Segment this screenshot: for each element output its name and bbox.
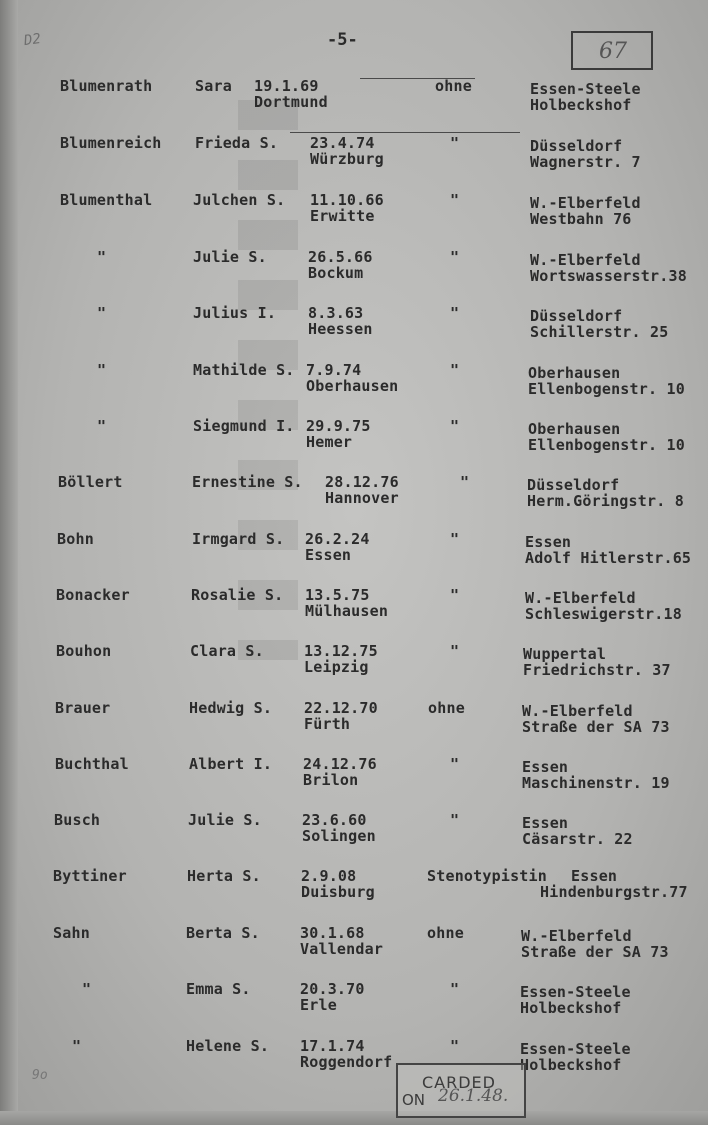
row-birth-place: Roggendorf xyxy=(300,1053,393,1071)
row-city: Wuppertal xyxy=(523,645,607,663)
row-street: Westbahn 76 xyxy=(530,210,632,228)
row-street: Holbeckshof xyxy=(530,96,632,114)
row-birth-date: 2.9.08 xyxy=(301,867,357,885)
row-birth-place: Erle xyxy=(300,996,337,1014)
row-city: W.-Elberfeld xyxy=(525,589,636,607)
row-occupation: ohne xyxy=(435,77,472,95)
row-surname: " xyxy=(97,361,107,379)
row-birth-date: 26.5.66 xyxy=(308,248,373,266)
row-occupation: " xyxy=(460,473,470,491)
row-street: Schleswigerstr.18 xyxy=(525,605,682,623)
row-given-name: Emma S. xyxy=(186,980,251,998)
row-occupation: " xyxy=(450,642,460,660)
row-occupation: " xyxy=(450,586,460,604)
row-given-name: Frieda S. xyxy=(195,134,279,152)
row-street: Straße der SA 73 xyxy=(521,943,669,961)
row-occupation: " xyxy=(450,191,460,209)
row-given-name: Helene S. xyxy=(186,1037,270,1055)
row-birth-place: Leipzig xyxy=(304,658,369,676)
row-birth-date: 29.9.75 xyxy=(306,417,371,435)
row-birth-place: Fürth xyxy=(304,715,351,733)
row-birth-place: Solingen xyxy=(302,827,376,845)
row-birth-date: 19.1.69 xyxy=(254,77,319,95)
row-occupation: " xyxy=(450,361,460,379)
row-surname: Brauer xyxy=(55,699,111,717)
row-surname: " xyxy=(97,248,107,266)
row-birth-place: Bockum xyxy=(308,264,364,282)
row-given-name: Berta S. xyxy=(186,924,260,942)
row-occupation: " xyxy=(450,980,460,998)
row-city: Essen xyxy=(571,867,618,885)
row-surname: " xyxy=(72,1037,82,1055)
row-occupation: Stenotypistin xyxy=(427,867,547,885)
row-surname: Blumenrath xyxy=(60,77,153,95)
row-city: W.-Elberfeld xyxy=(522,702,633,720)
row-given-name: Albert I. xyxy=(189,755,273,773)
row-surname: Byttiner xyxy=(53,867,127,885)
row-given-name: Julie S. xyxy=(193,248,267,266)
row-city: Essen xyxy=(525,533,572,551)
row-given-name: Julius I. xyxy=(193,304,277,322)
row-birth-place: Essen xyxy=(305,546,352,564)
row-occupation: " xyxy=(450,417,460,435)
row-birth-date: 20.3.70 xyxy=(300,980,365,998)
row-city: Düsseldorf xyxy=(527,476,620,494)
row-surname: " xyxy=(97,417,107,435)
row-occupation: ohne xyxy=(428,699,465,717)
row-given-name: Siegmund I. xyxy=(193,417,295,435)
row-given-name: Ernestine S. xyxy=(192,473,303,491)
row-birth-place: Erwitte xyxy=(310,207,375,225)
row-street: Wagnerstr. 7 xyxy=(530,153,641,171)
row-street: Adolf Hitlerstr.65 xyxy=(525,549,692,567)
row-birth-date: 23.6.60 xyxy=(302,811,367,829)
row-city: W.-Elberfeld xyxy=(521,927,632,945)
row-city: Essen-Steele xyxy=(520,1040,631,1058)
row-occupation: " xyxy=(450,248,460,266)
row-city: W.-Elberfeld xyxy=(530,251,641,269)
row-surname: " xyxy=(97,304,107,322)
row-given-name: Clara S. xyxy=(190,642,264,660)
row-surname: Busch xyxy=(54,811,101,829)
row-street: Maschinenstr. 19 xyxy=(522,774,670,792)
faint-watermark xyxy=(238,100,298,660)
page-bottom-edge xyxy=(0,1111,708,1125)
row-birth-date: 23.4.74 xyxy=(310,134,375,152)
row-city: Essen xyxy=(522,814,569,832)
row-birth-date: 24.12.76 xyxy=(303,755,377,773)
corner-handwritten-mark: D2 xyxy=(22,30,42,50)
row-birth-place: Vallendar xyxy=(300,940,384,958)
row-city: Düsseldorf xyxy=(530,307,623,325)
row-birth-date: 28.12.76 xyxy=(325,473,399,491)
row-city: Essen xyxy=(522,758,569,776)
row-birth-place: Duisburg xyxy=(301,883,375,901)
row-surname: Bohn xyxy=(57,530,94,548)
stamp-carded-text: CARDED xyxy=(422,1073,496,1092)
row-birth-date: 8.3.63 xyxy=(308,304,364,322)
row-occupation: " xyxy=(450,530,460,548)
row-given-name: Sara xyxy=(195,77,232,95)
row-street: Hindenburgstr.77 xyxy=(540,883,688,901)
row-birth-date: 11.10.66 xyxy=(310,191,384,209)
row-birth-date: 26.2.24 xyxy=(305,530,370,548)
row-occupation: " xyxy=(450,304,460,322)
row-occupation: ohne xyxy=(427,924,464,942)
row-occupation: " xyxy=(450,755,460,773)
row-street: Herm.Göringstr. 8 xyxy=(527,492,684,510)
row-birth-date: 7.9.74 xyxy=(306,361,362,379)
footer-handwritten-mark: 9o xyxy=(32,1068,48,1083)
row-street: Cäsarstr. 22 xyxy=(522,830,633,848)
row-city: W.-Elberfeld xyxy=(530,194,641,212)
boxed-number-text: 67 xyxy=(599,39,627,64)
row-street: Ellenbogenstr. 10 xyxy=(528,380,685,398)
row-birth-place: Würzburg xyxy=(310,150,384,168)
row-street: Holbeckshof xyxy=(520,1056,622,1074)
row-given-name: Julie S. xyxy=(188,811,262,829)
row-street: Friedrichstr. 37 xyxy=(523,661,671,679)
row-city: Essen-Steele xyxy=(530,80,641,98)
row-surname: Buchthal xyxy=(55,755,129,773)
row-birth-place: Dortmund xyxy=(254,93,328,111)
row-city: Oberhausen xyxy=(528,364,621,382)
row-city: Düsseldorf xyxy=(530,137,623,155)
row-surname: Bouhon xyxy=(56,642,112,660)
row-birth-place: Hannover xyxy=(325,489,399,507)
boxed-page-number xyxy=(571,31,653,70)
row-birth-date: 13.12.75 xyxy=(304,642,378,660)
row-surname: Sahn xyxy=(53,924,90,942)
row-occupation: " xyxy=(450,811,460,829)
row-birth-date: 17.1.74 xyxy=(300,1037,365,1055)
row-birth-place: Oberhausen xyxy=(306,377,399,395)
row-street: Schillerstr. 25 xyxy=(530,323,669,341)
row-birth-date: 22.12.70 xyxy=(304,699,378,717)
row-given-name: Julchen S. xyxy=(193,191,286,209)
row-street: Straße der SA 73 xyxy=(522,718,670,736)
row-surname: Blumenreich xyxy=(60,134,162,152)
page-number: -5- xyxy=(327,30,358,50)
stamp-on-text: ON xyxy=(402,1091,426,1109)
carded-stamp xyxy=(396,1063,526,1118)
row-city: Oberhausen xyxy=(528,420,621,438)
row-occupation: " xyxy=(450,1037,460,1055)
page-edge-shadow xyxy=(0,0,18,1125)
row-birth-place: Mülhausen xyxy=(305,602,389,620)
row-given-name: Mathilde S. xyxy=(193,361,295,379)
row-surname: Bonacker xyxy=(56,586,130,604)
row-given-name: Irmgard S. xyxy=(192,530,285,548)
row-surname: Böllert xyxy=(58,473,123,491)
stamp-date: 26.1.48. xyxy=(438,1086,509,1106)
row-given-name: Hedwig S. xyxy=(189,699,273,717)
row-street: Ellenbogenstr. 10 xyxy=(528,436,685,454)
row-street: Holbeckshof xyxy=(520,999,622,1017)
row-birth-place: Hemer xyxy=(306,433,353,451)
row-given-name: Herta S. xyxy=(187,867,261,885)
row-birth-place: Heessen xyxy=(308,320,373,338)
row-birth-date: 13.5.75 xyxy=(305,586,370,604)
row-birth-date: 30.1.68 xyxy=(300,924,365,942)
row-surname: Blumenthal xyxy=(60,191,153,209)
row-given-name: Rosalie S. xyxy=(191,586,284,604)
row-occupation: " xyxy=(450,134,460,152)
row-city: Essen-Steele xyxy=(520,983,631,1001)
row-surname: " xyxy=(82,980,92,998)
strike-line-bottom xyxy=(290,132,520,133)
row-birth-place: Brilon xyxy=(303,771,359,789)
row-street: Wortswasserstr.38 xyxy=(530,267,687,285)
